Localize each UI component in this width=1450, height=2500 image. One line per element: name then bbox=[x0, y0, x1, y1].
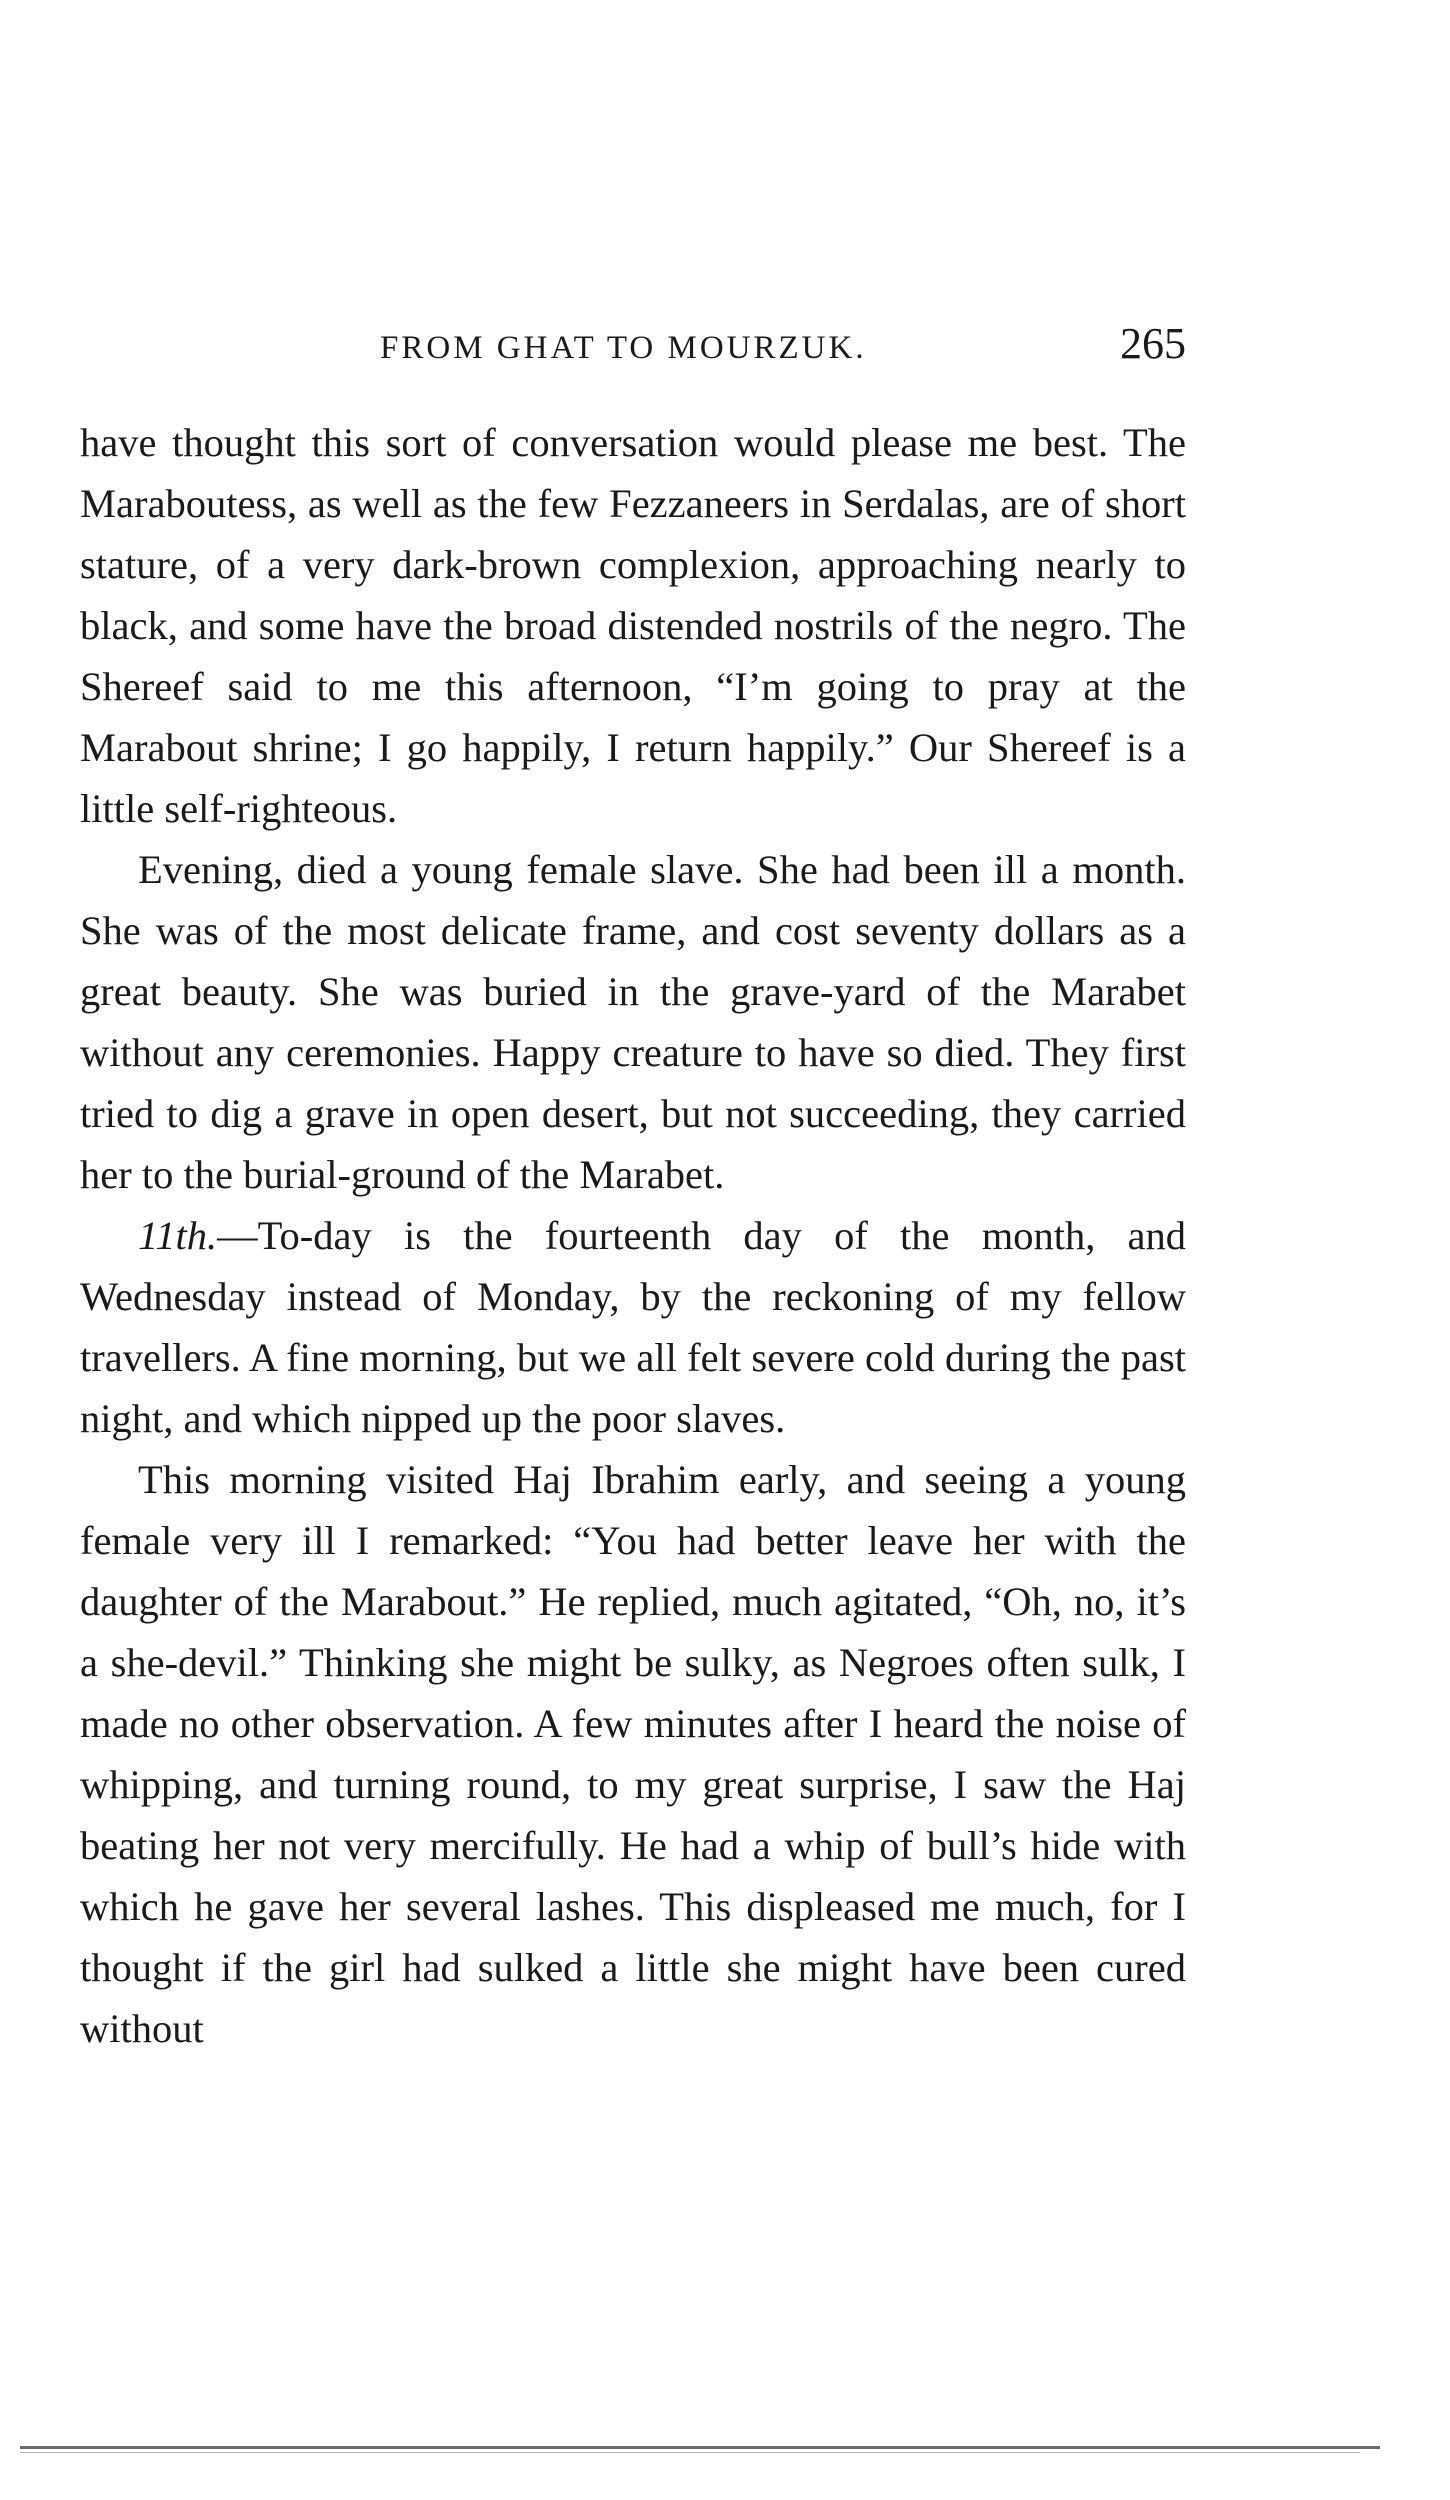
paragraph-2: Evening, died a young female slave. She had been ill a month. She was of the most delicate frame, and cost seventy dollars as a great beauty. She was buried in the grave-yard of the Marabet without any ceremonies. Happy creature to have so died. They first tried to dig a grave in open desert, but not succeeding, they carried her to the burial-ground of the Marabet. bbox=[80, 847, 1186, 1197]
running-head bbox=[80, 318, 1186, 378]
page-number: 265 bbox=[1120, 319, 1186, 368]
paragraph-3 bbox=[80, 1205, 1186, 1449]
body-text bbox=[80, 412, 1186, 2059]
bottom-rule bbox=[20, 2446, 1380, 2449]
paragraph-1: have thought this sort of conversation would please me best. The Maraboutess, as well as the few Fezzaneers in Serdalas, are of short stature, of a very dark-brown complexion, approaching nearly to black, and some have the broad distended nostrils of the negro. The Shereef said to me this afternoon, “I’m going to pray at the Marabout shrine; I go happily, I return happily.” Our Shereef is a little self-righteous. bbox=[80, 420, 1186, 831]
diary-date: 11th. bbox=[138, 1213, 218, 1258]
bottom-rule-shadow bbox=[20, 2452, 1360, 2453]
paragraph-3-text: —To-day is the fourteenth day of the month, and Wednesday instead of Monday, by the reckoning of my fellow travellers. A fine morning, but we all felt severe cold during the past night, and which nipped up the poor slaves. bbox=[80, 1213, 1186, 1441]
running-title: FROM GHAT TO MOURZUK. bbox=[380, 330, 867, 366]
paragraph-4: This morning visited Haj Ibrahim early, and seeing a young female very ill I remarked: “You had better leave her with the daughter of the Marabout.” He replied, much agitated, “Oh, no, it’s a she-devil.” Thinking she might be sulky, as Negroes often sulk, I made no other observation. A few minutes after I heard the noise of whipping, and turning round, to my great surprise, I saw the Haj beating her not very mercifully. He had a whip of bull’s hide with which he gave her several lashes. This displeased me much, for I thought if the girl had sulked a little she might have been cured without bbox=[80, 1457, 1186, 2051]
